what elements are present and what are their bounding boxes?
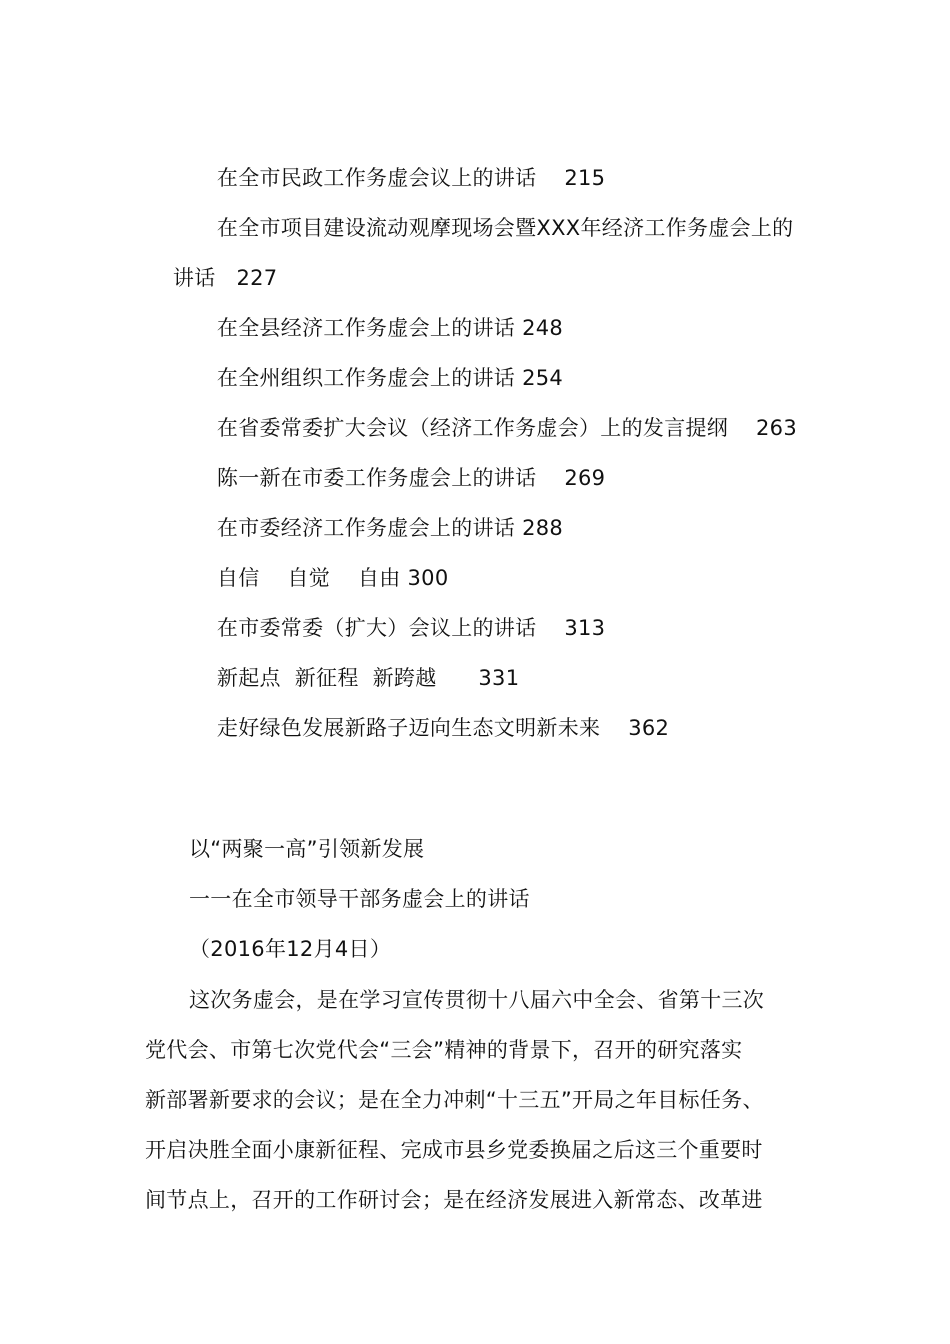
paragraph-line: 新部署新要求的会议；是在全力冲刺“十三五”开局之年目标任务、 (145, 1088, 764, 1112)
toc-entry-page: 248 (522, 316, 564, 340)
toc-entry-page: 263 (756, 416, 797, 440)
paragraph-line: 党代会、市第七次党代会“三会”精神的背景下，召开的研究落实 (145, 1038, 743, 1062)
toc-entry-title: 在省委常委扩大会议（经济工作务虚会）上的发言提纲 (216, 416, 729, 440)
toc-entry-title-cont: 讲话 (172, 266, 216, 290)
toc-entry-title: 自信 自觉 自由 (216, 566, 401, 590)
paragraph-line: 开启决胜全面小康新征程、完成市县乡党委换届之后这三个重要时 (145, 1138, 763, 1162)
toc-entry-2[interactable] (189, 186, 793, 270)
toc-entry-page: 362 (628, 716, 670, 740)
toc-entry-page: 313 (564, 616, 606, 640)
article-subtitle: 一一在全市领导干部务虚会上的讲话 (189, 887, 530, 911)
toc-entry-title: 在全市项目建设流动观摩现场会暨XXX年经济工作务虚会上的 (216, 216, 794, 240)
toc-entry-title: 在全县经济工作务虚会上的讲话 (216, 316, 516, 340)
toc-entry-page: 269 (564, 466, 606, 490)
paragraph-line: 间节点上，召开的工作研讨会；是在经济发展进入新常态、改革进 (145, 1188, 763, 1212)
toc-entry-page: 254 (522, 366, 564, 390)
article-title: 以“两聚一高”引领新发展 (189, 837, 425, 861)
toc-entry-sep (600, 716, 628, 740)
toc-entry-title: 陈一新在市委工作务虚会上的讲话 (216, 466, 537, 490)
toc-entry-sep (536, 616, 564, 640)
toc-entry-page: 300 (407, 566, 449, 590)
toc-entry-title: 在全市民政工作务虚会议上的讲话 (216, 166, 537, 190)
article-date: （2016年12月4日） (189, 937, 392, 961)
paragraph-line: 这次务虚会，是在学习宣传贯彻十八届六中全会、省第十三次 (189, 988, 765, 1012)
toc-entry-title: 在市委常委（扩大）会议上的讲话 (216, 616, 537, 640)
toc-entry-page: 215 (564, 166, 606, 190)
toc-entry-page: 227 (236, 266, 278, 290)
toc-entry-11[interactable] (189, 686, 669, 770)
toc-entry-sep (728, 416, 756, 440)
toc-entry-page: 288 (522, 516, 564, 540)
toc-entry-title: 在全州组织工作务虚会上的讲话 (216, 366, 516, 390)
toc-entry-title: 在市委经济工作务虚会上的讲话 (216, 516, 516, 540)
toc-entry-title: 走好绿色发展新路子迈向生态文明新未来 (216, 716, 601, 740)
toc-entry-page: 331 (478, 666, 520, 690)
toc-entry-title: 新起点 新征程 新跨越 (216, 666, 437, 690)
